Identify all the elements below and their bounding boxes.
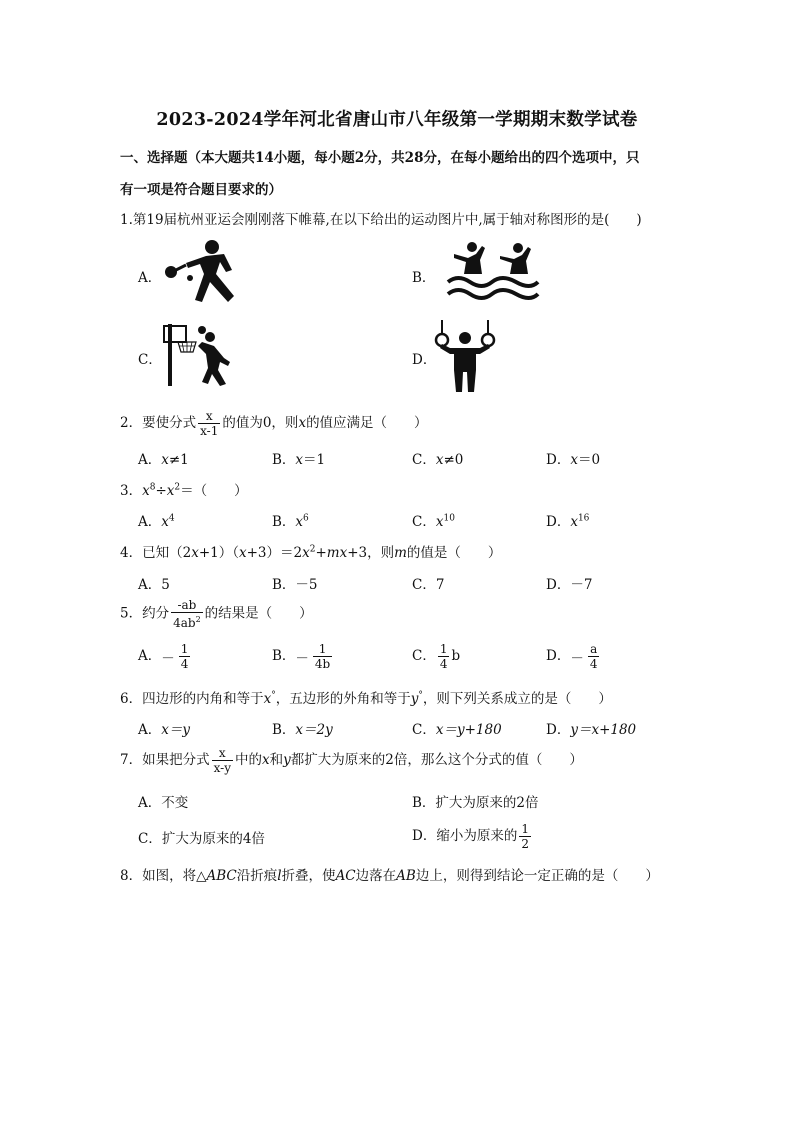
q4-option-b: B．－5 [272,577,318,593]
q7-option-b: B．扩大为原来的2倍 [412,795,539,811]
q6-option-b: B．x＝2y [272,722,333,738]
table-tennis-icon [162,238,248,306]
q2-option-c: C．x≠0 [412,452,464,468]
synchronized-swimming-icon [446,238,540,304]
q7-fraction: $\frac{x}{x-y}$ [213,746,231,775]
q5-option-a: A．－ $\frac{1}{4}$ [138,642,189,671]
q1-option-a: A． [138,270,162,286]
q3-option-d: D．$x^{16}$ [546,513,590,530]
q5-option-b: B．－ $\frac{1}{4b}$ [272,642,331,671]
q6-option-c: C．x＝y+180 [412,722,502,738]
q3-stem: 3．$x^8\div x^2=$（ ） [120,482,248,499]
q5-fraction: $\frac{-ab}{4ab^2}$ [173,598,201,630]
q3-option-a: A．$x^4$ [138,513,175,530]
gymnastics-rings-icon [430,318,500,394]
q2-option-d: D．x＝0 [546,452,601,468]
q2-option-a: A．x≠1 [138,452,189,468]
q5-stem: 5．约分 $\frac{-ab}{4ab^2}$ 的结果是（ ） [120,598,313,630]
q3-option-c: C．$x^{10}$ [412,513,455,530]
q8-stem: 8．如图，将△ABC沿折痕l折叠，使AC边落在AB边上，则得到结论一定正确的是（ ） [120,868,659,884]
section-heading-line1: 一、选择题（本大题共14小题，每小题2分，共28分，在每小题给出的四个选项中，只 [120,150,640,166]
q1-option-d: D． [412,352,437,368]
q6-stem: 6．四边形的内角和等于x°，五边形的外角和等于y°，则下列关系成立的是（ ） [120,690,612,707]
q4-stem: 4．已知$(2x+1)(x+3)=2x^2+mx+3$，则m的值是（ ） [120,544,502,561]
q7-stem: 7．如果把分式 $\frac{x}{x-y}$ 中的x和y都扩大为原来的2倍，那么这个分式的值（ ） [120,746,583,775]
q1-stem: 1.第19届杭州亚运会刚刚落下帷幕,在以下给出的运动图片中,属于轴对称图形的是( ) [120,212,642,228]
page-title: 2023-2024学年河北省唐山市八年级第一学期期末数学试卷 [156,110,638,130]
q1-option-b: B． [412,270,436,286]
section-heading-line2: 有一项是符合题目要求的） [120,182,282,198]
q2-option-b: B．x＝1 [272,452,326,468]
q3-option-b: B．$x^6$ [272,513,309,530]
q4-option-c: C．7 [412,577,445,593]
q7-option-d: D．缩小为原来的 $\frac{1}{2}$ [412,822,529,851]
q4-option-a: A．5 [138,577,170,593]
q2-fraction: $\frac{x}{x-1}$ [200,409,219,438]
q6-option-a: A．x＝y [138,722,190,738]
q5-option-d: D．－ $\frac{a}{4}$ [546,642,598,671]
q4-option-d: D．－7 [546,577,593,593]
q6-option-d: D．y＝x+180 [546,722,637,738]
q2-stem: 2．要使分式 $\frac{x}{x-1}$ 的值为0，则x的值应满足（ ） [120,409,428,438]
q5-option-c: C． $\frac{1}{4}$ b [412,642,461,671]
q7-option-c: C．扩大为原来的4倍 [138,831,265,847]
q7-option-a: A．不变 [138,795,189,811]
q1-option-c: C． [138,352,162,368]
basketball-icon [162,322,242,388]
